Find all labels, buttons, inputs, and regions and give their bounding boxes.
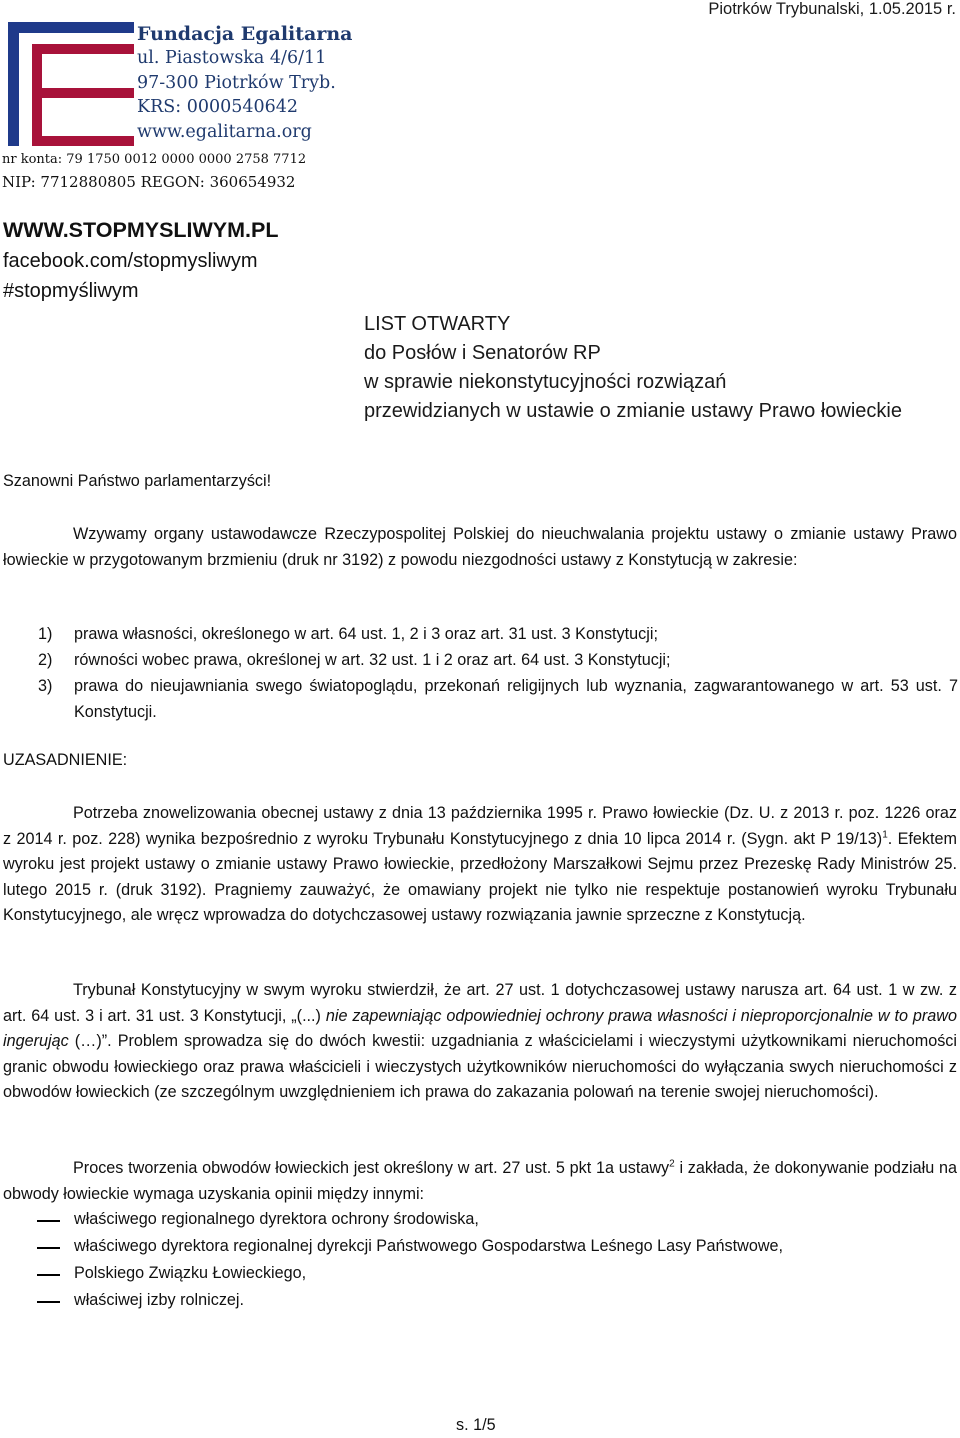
foundation-address [137, 22, 353, 144]
foundation-krs: KRS: 0000540642 [137, 97, 299, 118]
footnote-ref[interactable]: 1 [882, 829, 888, 841]
place-date: Piotrków Trybunalski, 1.05.2015 r. [708, 0, 956, 18]
footnote-ref[interactable]: 2 [669, 1158, 675, 1170]
para3-text: Proces tworzenia obwodów łowieckich jest określony w art. 27 ust. 5 pkt 1a ustawy [73, 1159, 670, 1177]
list-number: 2) [38, 651, 53, 669]
hashtag: #stopmyśliwym [3, 280, 139, 302]
list-item: równości wobec prawa, określonej w art. 32 ust. 1 i 2 oraz art. 64 ust. 3 Konstytucji; [74, 651, 671, 669]
foundation-city: 97-300 Piotrków Tryb. [137, 72, 336, 93]
paragraph-1 [3, 801, 957, 929]
foundation-logo [8, 22, 134, 146]
title-line: do Posłów i Senatorów RP [364, 342, 601, 364]
page-number: s. 1/5 [456, 1416, 496, 1434]
list-number: 3) [38, 677, 53, 695]
foundation-street: ul. Piastowska 4/6/11 [137, 48, 327, 69]
letter-title [364, 310, 902, 426]
para2-text-cont: (…)”. Problem sprowadza się do dwóch kwestii: uzgadniania z właścicielami i wieczystymi użytkownikami nieruchomości granic obwodu łowieckiego oraz prawa właścicieli i wieczystych użytkowników nieruchomości do wyłączania swych nieruchomości z obwodów łowieckich (ze szczególnym uwzględnieniem ich prawa do zakazania polowań na terenie swojej nieruchomości). [3, 1032, 957, 1101]
intro-text: Wzywamy organy ustawodawcze Rzeczypospolitej Polskiej do nieuchwalania projektu ustawy o zmianie ustawy Prawo łowieckie w przygotowanym brzmieniu (druk nr 3192) z powodu niezgodności ustawy z Konstytucją w zakresie: [3, 525, 957, 569]
list-item: prawa własności, określonego w art. 64 ust. 1, 2 i 3 oraz art. 31 ust. 3 Konstytucji; [74, 625, 658, 643]
para1-text: Potrzeba znowelizowania obecnej ustawy z dnia 13 października 1995 r. Prawo łowieckie (Dz. U. z 2013 r. poz. 1226 oraz z 2014 r. poz. 228) wynika bezpośrednio z wyroku Trybunału Konstytucyjnego z dnia 10 lipca 2014 r. (Sygn. akt P 19/13) [3, 804, 957, 848]
bullet-item: właściwego regionalnego dyrektora ochrony środowiska, [74, 1210, 479, 1228]
paragraph-2 [3, 978, 957, 1106]
bank-account: nr konta: 79 1750 0012 0000 0000 2758 7712 [2, 152, 307, 167]
paragraph-3 [3, 1156, 957, 1207]
bullet-item: właściwego dyrektora regionalnej dyrekcji Państwowego Gospodarstwa Leśnego Lasy Państwowe, [74, 1237, 784, 1255]
salutation: Szanowni Państwo parlamentarzyści! [3, 472, 272, 490]
nip-regon: NIP: 7712880805 REGON: 360654932 [2, 173, 296, 191]
dash-bullet [37, 1220, 60, 1222]
bullet-item: Polskiego Związku Łowieckiego, [74, 1264, 307, 1282]
foundation-name: Fundacja Egalitarna [137, 23, 353, 45]
para2-quote: nie zapewniając odpowiedniej ochrony prawa własności i nieproporcjonalnie w to prawo ingerując [3, 1006, 957, 1050]
title-line: LIST OTWARTY [364, 313, 511, 335]
justification-heading: UZASADNIENIE: [3, 751, 128, 769]
campaign-website[interactable]: WWW.STOPMYSLIWYM.PL [3, 218, 279, 242]
para2-text: Trybunał Konstytucyjny w swym wyroku stwierdził, że art. 27 ust. 1 dotychczasowej ustawy narusza art. 64 ust. 1 w zw. z art. 64 ust. 3 i art. 31 ust. 3 Konstytucji, „(...) [3, 981, 957, 1025]
list-number: 1) [38, 625, 53, 643]
para1-text-cont: . Efektem wyroku jest projekt ustawy o zmianie ustawy Prawo łowieckie, przedłożony Marszałkowi Sejmu przez Prezeskę Rady Ministrów 25. lutego 2015 r. (druk 3192). Pragniemy zauważyć, że omawiany projekt nie tylko nie respektuje postanowień wyroku Trybunału Konstytucyjnego, ale wręcz wprowadza do dotychczasowej ustawy rozwiązania jawnie sprzeczne z Konstytucją. [3, 829, 957, 924]
foundation-website: www.egalitarna.org [137, 121, 312, 142]
title-line: przewidzianych w ustawie o zmianie ustawy Prawo łowieckie [364, 400, 902, 422]
intro-paragraph [3, 522, 957, 573]
dash-bullet [37, 1247, 60, 1249]
list-item: prawa do nieujawniania swego światopoglądu, przekonań religijnych lub wyznania, zagwarantowanego w art. 53 ust. 7 Konstytucji. [74, 677, 958, 721]
para3-text-cont: i zakłada, że dokonywanie podziału na obwody łowieckie wymaga uzyskania opinii między innymi: [3, 1159, 957, 1203]
title-line: w sprawie niekonstytucyjności rozwiązań [364, 371, 727, 393]
bullet-item: właściwej izby rolniczej. [74, 1291, 245, 1309]
dash-bullet [37, 1274, 60, 1276]
facebook-link[interactable]: facebook.com/stopmysliwym [3, 250, 258, 272]
dash-bullet [37, 1301, 60, 1303]
